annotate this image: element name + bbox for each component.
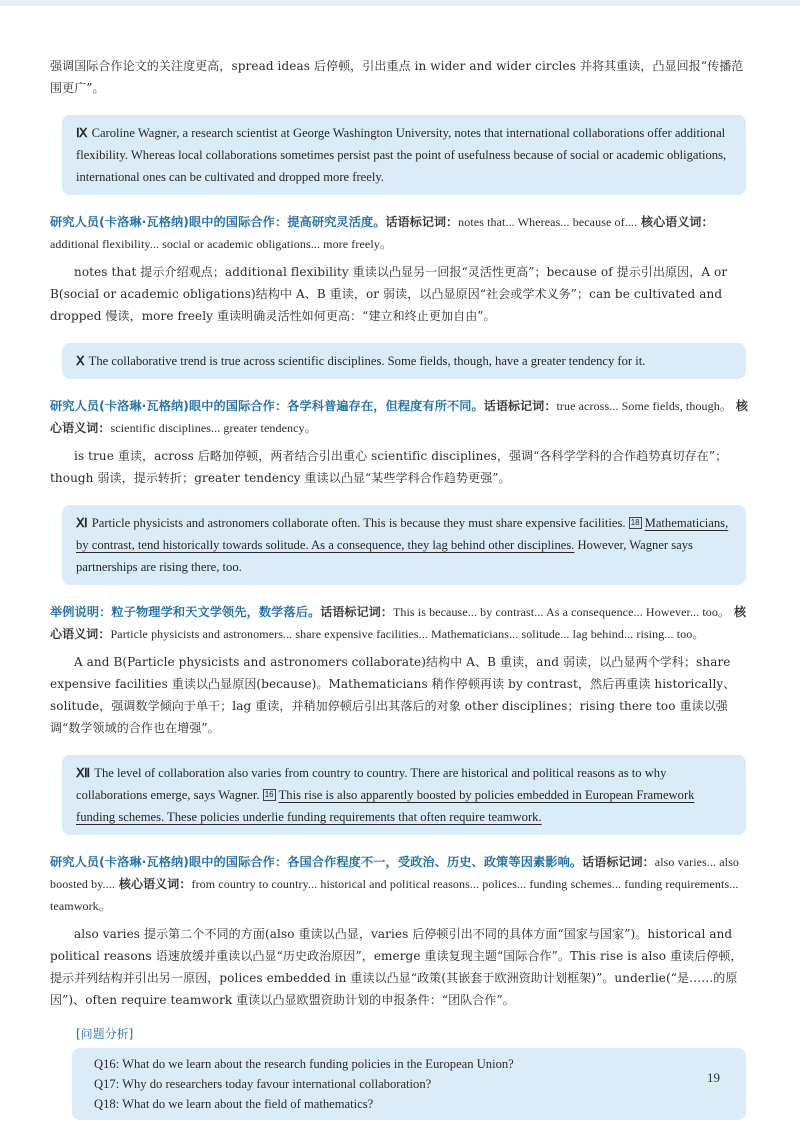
passage-box-12 [62, 755, 746, 835]
explanation-paragraph: also varies 提示第二个不同的方面(also 重读以凸显，varies 后停顿引出不同的具体方面“国家与国家”)。historical and political reasons 语速放缓并重读以凸显“历史政治原因”，emerge 重读复现主题“国际合作”。This rise is also 重读后停顿，提示并列结构并引出另一原因，polices embedded in 重读以凸显“政策(其嵌套于欧洲资助计划框架)”。underlie(“是……的原因”)、often require teamwork 重读以凸显欧盟资助计划的申报条件：“团队合作”。 [50, 927, 743, 1007]
core-words: scientific disciplines... greater tendency。 [110, 421, 317, 435]
marker-label: 话语标记词： [385, 215, 459, 229]
questions-box [72, 1048, 746, 1120]
passage-text: The level of collaboration also varies from country to country. There are historical and political reasons as to why collaborations emerge, says Wagner. [76, 766, 667, 802]
analysis-paragraph [50, 851, 748, 917]
core-words: from country to country... historical and political reasons... polices... funding schemes... funding requirements... teamwork。 [50, 877, 739, 913]
question-item: Q18: What do we learn about the field of mathematics? [94, 1097, 374, 1111]
passage-text: However, Wagner says partnerships are rising there, too. [76, 538, 693, 574]
explanation-paragraph: is true 重读，across 后略加停顿，两者结合引出重心 scientific disciplines，强调“各科学学科的合作趋势真切存在”；though 弱读，提示转折；greater tendency 重读以凸显“某些学科合作趋势更强”。 [50, 449, 728, 485]
section-number: Ⅸ [76, 126, 88, 140]
intro-paragraph: 强调国际合作论文的关注度更高，spread ideas 后停顿，引出重点 in wider and wider circles 并将其重读，凸显回报“传播范围更广”。 [50, 59, 744, 95]
marker-words: also varies... also boosted by.... [50, 855, 739, 891]
marker-words: true across... Some fields, though。 [556, 399, 732, 413]
section-number: Ⅺ [76, 516, 88, 530]
analysis-paragraph [50, 211, 748, 255]
analysis-heading: 研究人员(卡洛琳·瓦格纳)眼中的国际合作：各学科普遍存在，但程度有所不同。 [50, 399, 484, 413]
passage-text: Caroline Wagner, a research scientist at George Washington University, notes that international collaborations offer additional flexibility. Whereas local collaborations sometimes persist past the point of usefulness because of social or academic obligations, international ones can be cultivated and dropped more freely. [76, 126, 727, 184]
question-item: Q16: What do we learn about the research funding policies in the European Union? [94, 1057, 514, 1071]
analysis-paragraph [50, 601, 748, 645]
core-label: 核心语义词： [50, 399, 748, 435]
section-number: Ⅹ [76, 354, 85, 368]
question-analysis-title: [问题分析] [76, 1027, 134, 1041]
core-words: Particle physicists and astronomers... share expensive facilities... Mathematicians... solitude... lag behind... rising... too。 [110, 627, 705, 641]
passage-box-10 [62, 343, 746, 379]
marker-words: notes that... Whereas... because of.... [458, 215, 638, 229]
marker-label: 话语标记词： [320, 605, 393, 619]
core-label: 核心语义词： [641, 215, 714, 229]
marker-label: 话语标记词： [483, 399, 557, 413]
underlined-sentence: Mathematicians, by contrast, tend historically towards solitude. As a consequence, they lag behind other disciplines. [76, 516, 729, 552]
explanation-paragraph: A and B(Particle physicists and astronomers collaborate)结构中 A、B 重读，and 弱读，以凸显两个学科；share expensive facilities 重读以凸显原因(because)。Mathematicians 稍作停顿再读 by contrast，然后再重读 historically、solitude，强调数学倾向于单干；lag 重读，并稍加停顿后引出其落后的对象 other disciplines；rising there too 重读以强调“数学领域的合作也在增强”。 [50, 655, 736, 735]
analysis-heading: 研究人员(卡洛琳·瓦格纳)眼中的国际合作：各国合作程度不一，受政治、历史、政策等因素影响。 [50, 855, 583, 869]
marker-label: 话语标记词： [582, 855, 655, 869]
question-marker: 18 [630, 518, 640, 527]
analysis-heading: 举例说明：粒子物理学和天文学领先，数学落后。 [50, 605, 321, 619]
core-label: 核心语义词： [50, 605, 747, 641]
section-number: Ⅻ [76, 766, 91, 780]
underlined-sentence: This rise is also apparently boosted by policies embedded in European Framework funding schemes. These policies underlie funding requirements that often require teamwork. [76, 788, 695, 824]
page-number: 19 [707, 1070, 720, 1085]
analysis-heading: 研究人员(卡洛琳·瓦格纳)眼中的国际合作：提高研究灵活度。 [50, 215, 386, 229]
marker-words: This is because... by contrast... As a consequence... However... too。 [392, 605, 731, 619]
passage-box-9 [62, 115, 746, 195]
analysis-paragraph [50, 395, 748, 439]
core-label: 核心语义词： [118, 877, 192, 891]
core-words: additional flexibility... social or academic obligations... more freely。 [50, 237, 392, 251]
passage-box-11 [62, 505, 746, 585]
passage-text: Particle physicists and astronomers collaborate often. This is because they must share expensive facilities. [91, 516, 626, 530]
explanation-paragraph: notes that 提示介绍观点；additional flexibility 重读以凸显另一回报“灵活性更高”；because of 提示引出原因，A or B(social or academic obligations)结构中 A、B 重读，or 弱读，以凸显原因“社会或学术义务”；can be cultivated and dropped 慢读，more freely 重读明确灵活性如何更高：“建立和终止更加自由”。 [50, 265, 728, 323]
passage-text: The collaborative trend is true across scientific disciplines. Some fields, though, have a greater tendency for it. [88, 354, 646, 368]
question-marker: 16 [264, 790, 274, 799]
question-item: Q17: Why do researchers today favour international collaboration? [94, 1077, 432, 1091]
